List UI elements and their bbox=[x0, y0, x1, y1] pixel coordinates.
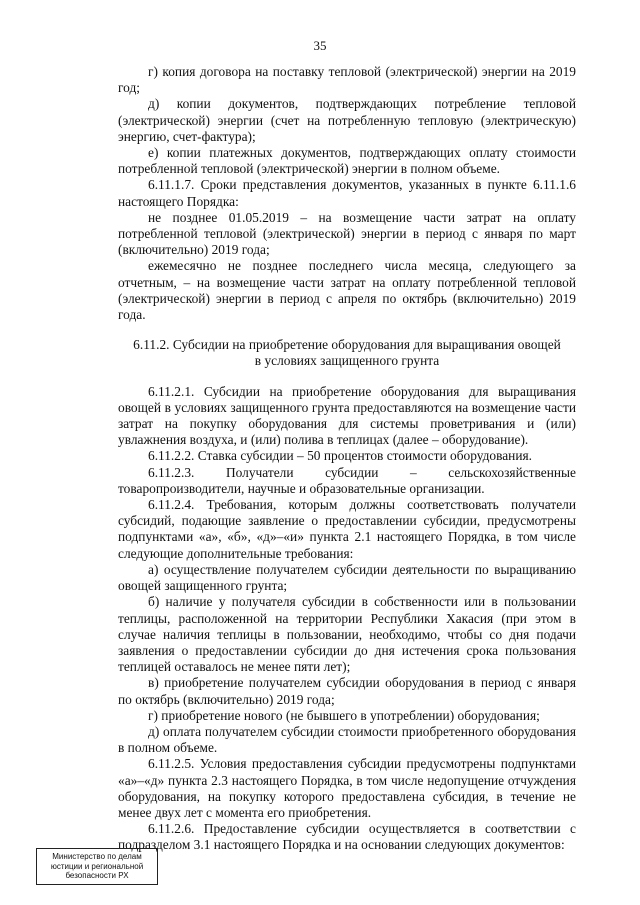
paragraph: а) осуществление получателем субсидии деятельности по выращиванию овощей защищенного грунта; bbox=[118, 561, 576, 594]
paragraph: ежемесячно не позднее последнего числа месяца, следующего за отчетным, – на возмещение части затрат на оплату потребленной тепловой (электрической) энергии в период с апреля по октябрь (включительно) 2019 года. bbox=[118, 258, 576, 323]
paragraph: 6.11.2.5. Условия предоставления субсидии предусмотрены подпунктами «а»–«д» пункта 2.3 настоящего Порядка, в том числе недопущение отчуждения оборудования, на покупку которого предоставлена субсидия, в течение не менее двух лет с момента его приобретения. bbox=[118, 756, 576, 820]
paragraph: 6.11.2.6. Предоставление субсидии осуществляется в соответствии с подразделом 3.1 настоящего Порядка и на основании следующих документов: bbox=[118, 821, 576, 853]
section-heading: 6.11.2. Субсидии на приобретение оборудования для выращивания овощей в условиях защищенного грунта bbox=[133, 337, 561, 369]
paragraph: 6.11.1.7. Сроки представления документов, указанных в пункте 6.11.1.6 настоящего Порядка: bbox=[118, 177, 576, 209]
paragraph: д) оплата получателем субсидии стоимости приобретенного оборудования в полном объеме. bbox=[118, 723, 576, 756]
paragraph: 6.11.2.1. Субсидии на приобретение оборудования для выращивания овощей в условиях защищенного грунта предоставляются на возмещение части затрат на покупку оборудования для системы проветривания и (или) увлажнения воздуха, и (или) полива в теплицах (далее – оборудование). bbox=[118, 383, 576, 448]
ministry-stamp bbox=[36, 848, 158, 885]
paragraph: г) копия договора на поставку тепловой (электрической) энергии на 2019 год; bbox=[118, 64, 576, 96]
spacer bbox=[118, 323, 576, 337]
stamp-line: безопасности РХ bbox=[65, 871, 129, 880]
paragraph: е) копии платежных документов, подтверждающих оплату стоимости потребленной тепловой (электрической) энергии в полном объеме. bbox=[118, 145, 576, 177]
stamp-line: Министерство по делам bbox=[52, 852, 142, 861]
paragraph: б) наличие у получателя субсидии в собственности или в пользовании теплицы, расположенной на территории Республики Хакасия (при этом в случае наличия теплицы в пользовании, необходимо, чтобы со дня подачи заявления о предоставлении субсидии до дня истечения срока пользования теплицей оставалось не менее пяти лет); bbox=[118, 594, 576, 675]
paragraph: 6.11.2.4. Требования, которым должны соответствовать получатели субсидий, подающие заявление о предоставлении субсидии, предусмотрены подпунктами «а», «б», «д»–«и» пункта 2.1 настоящего Порядка, в том числе следующие дополнительные требования: bbox=[118, 497, 576, 561]
spacer bbox=[118, 370, 576, 384]
document-body bbox=[118, 64, 576, 854]
paragraph: 6.11.2.3. Получатели субсидии – сельскохозяйственные товаропроизводители, научные и образовательные организации. bbox=[118, 464, 576, 496]
stamp-line: юстиции и региональной bbox=[50, 861, 144, 871]
paragraph: г) приобретение нового (не бывшего в употреблении) оборудования; bbox=[148, 707, 540, 723]
page-number: 35 bbox=[313, 38, 327, 53]
paragraph: д) копии документов, подтверждающих потребление тепловой (электрической) энергии (счет на потребленную тепловую (электрическую) энергию, счет-фактура); bbox=[118, 96, 576, 144]
paragraph: в) приобретение получателем субсидии оборудования в период с января по октябрь (включительно) 2019 года; bbox=[118, 675, 576, 707]
paragraph: 6.11.2.2. Ставка субсидии – 50 процентов стоимости оборудования. bbox=[148, 448, 533, 464]
paragraph: не позднее 01.05.2019 – на возмещение части затрат на оплату потребленной тепловой (электрической) энергии в период с января по март (включительно) 2019 года; bbox=[118, 209, 576, 258]
